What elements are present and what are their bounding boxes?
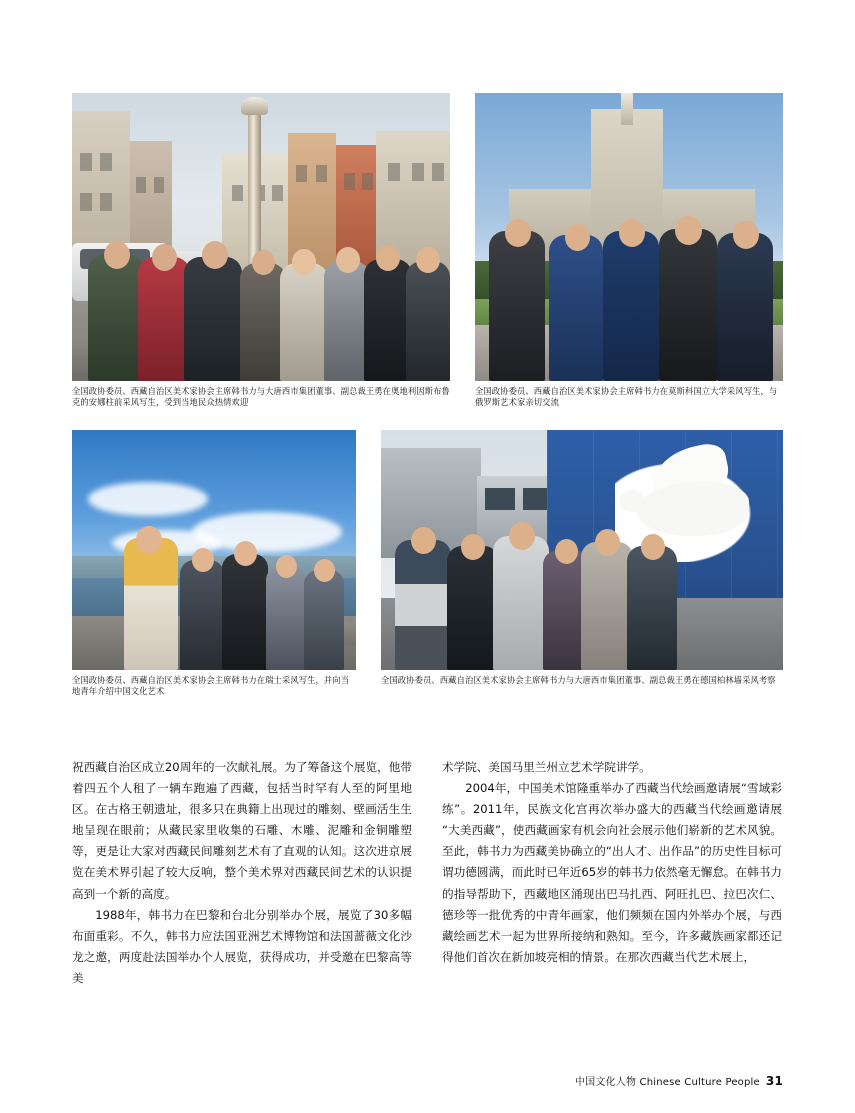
photo-grid	[72, 93, 783, 698]
paragraph: 祝西藏自治区成立20周年的一次献礼展。为了筹备这个展览，他带着四五个人租了一辆车跑遍了西藏，包括当时罕有人至的阿里地区。在古格王朝遗址，很多只在典籍上出现过的雕刻、壁画活生生地呈现在眼前；从藏民家里收集的石雕、木雕、泥雕和金铜雕塑等，更是让大家对西藏民间雕刻艺术有了直观的认知。这次进京展览在美术界引起了较大反响，整个美术界对西藏民间艺术的认识提高到一个新的高度。	[72, 760, 412, 901]
photo-cell-moscow	[475, 93, 783, 409]
photo-row-top	[72, 93, 783, 409]
photo-caption: 全国政协委员、西藏自治区美术家协会主席韩书力在莫斯科国立大学采风写生，与俄罗斯艺术家亲切交流	[475, 386, 778, 408]
paragraph: 术学院、美国马里兰州立艺术学院讲学。	[442, 760, 651, 774]
photo-cell-switzerland	[72, 430, 356, 698]
photo-row-bottom	[72, 430, 783, 698]
photo-cell-berlin	[381, 430, 783, 698]
article-body	[72, 757, 783, 989]
page-number: 31	[765, 1074, 783, 1088]
photo-cell-vienna	[72, 93, 450, 409]
photo-berlin-wall	[381, 430, 783, 670]
article-column-left	[72, 757, 412, 989]
photo-vienna	[72, 93, 450, 381]
photo-caption: 全国政协委员、西藏自治区美术家协会主席韩书力与大唐西市集团董事、副总裁王勇在奥地利因斯布鲁克的安娜柱前采风写生，受到当地民众热情欢迎	[72, 386, 450, 408]
photo-moscow-university	[475, 93, 783, 381]
article-column-right	[442, 757, 782, 989]
paragraph: 2004年，中国美术馆隆重举办了西藏当代绘画邀请展“雪域彩练”。2011年，民族文化宫再次举办盛大的西藏当代绘画邀请展“大美西藏”，使西藏画家有机会向社会展示他们崭新的艺术风貌。至此，韩书力为西藏美协确立的“出人才、出作品”的历史性目标可谓功德圆满，而此时已年近65岁的韩书力依然毫无懈怠。在韩书力的指导帮助下，西藏地区涌现出巴马扎西、阿旺扎巴、拉巴次仁、德珍等一批优秀的中青年画家，他们频频在国内外举办个展，与西藏绘画艺术一起为世界所接纳和熟知。至今，许多藏族画家都还记得他们首次在新加坡亮相的情景。在那次西藏当代艺术展上，	[442, 781, 782, 964]
photo-switzerland-lakeside	[72, 430, 356, 670]
paragraph: 1988年，韩书力在巴黎和台北分别举办个展，展览了30多幅布面重彩。不久，韩书力应法国亚洲艺术博物馆和法国蔷薇文化沙龙之邀，两度赴法国举办个人展览，获得成功，并受邀在巴黎高等美	[72, 907, 412, 985]
photo-caption: 全国政协委员、西藏自治区美术家协会主席韩书力在瑞士采风写生，并向当地青年介绍中国文化艺术	[72, 674, 350, 697]
photo-caption: 全国政协委员、西藏自治区美术家协会主席韩书力与大唐西市集团董事、副总裁王勇在德国柏林墙采风考察	[381, 674, 776, 685]
page-footer	[575, 1073, 783, 1088]
footer-title: 中国文化人物 Chinese Culture People	[574, 1077, 760, 1088]
